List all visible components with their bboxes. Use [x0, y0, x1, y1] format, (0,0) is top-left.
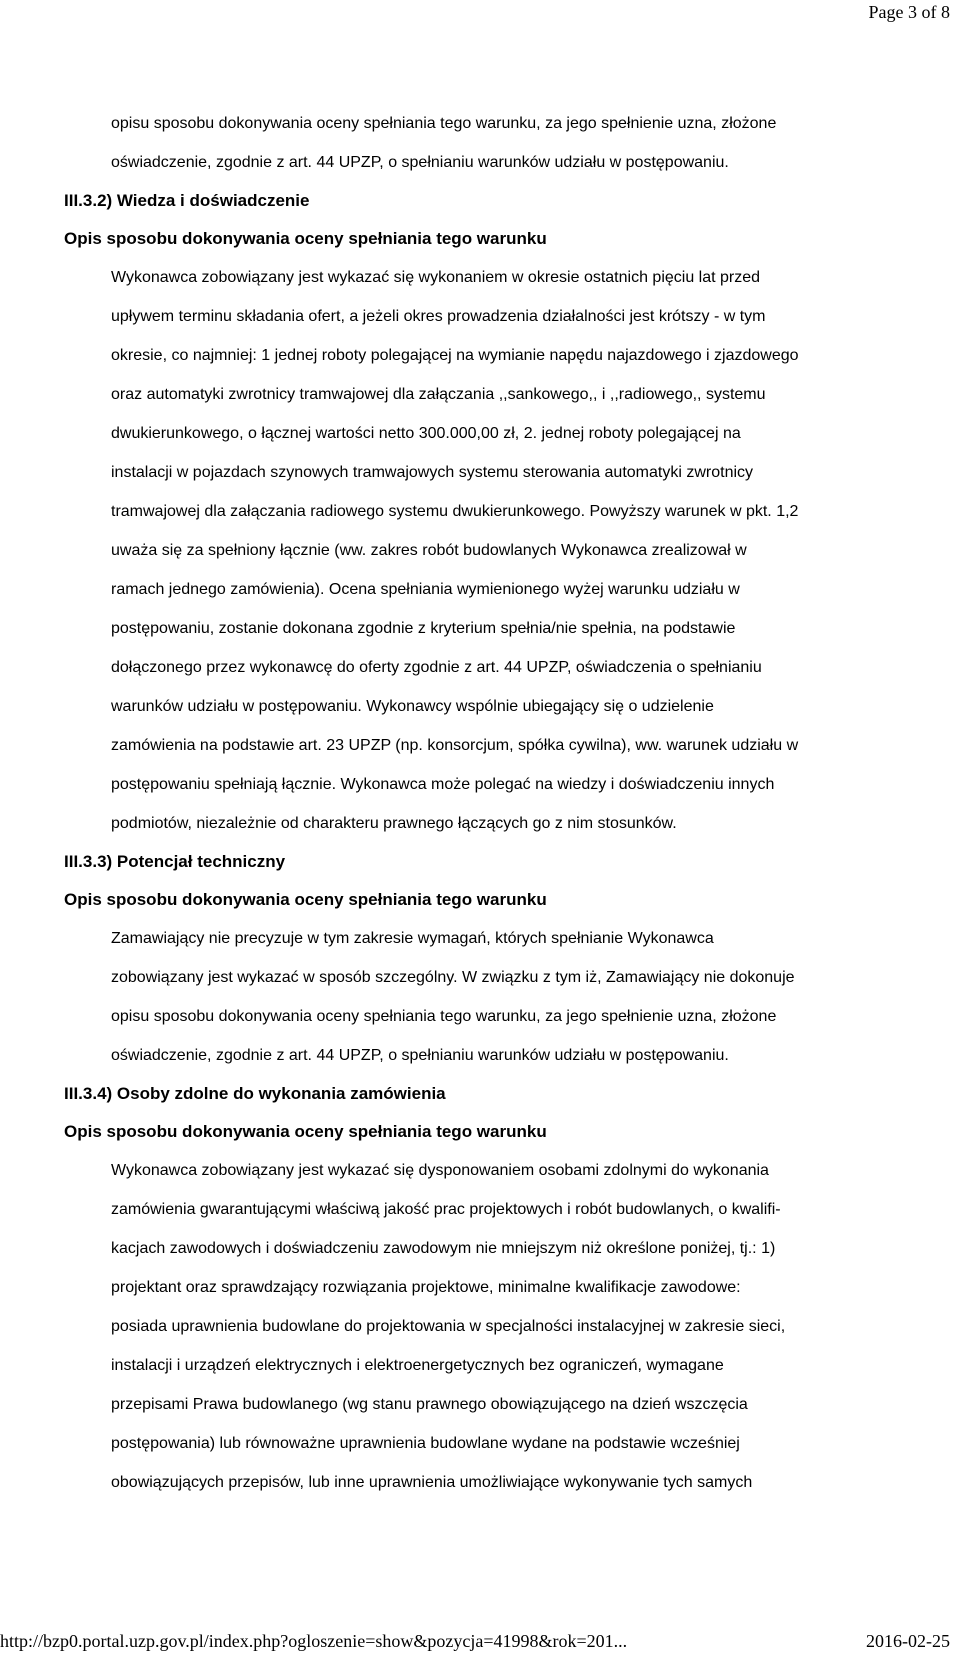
- paragraph-line: ramach jednego zamówienia). Ocena spełniania wymienionego wyżej warunku udziału w: [111, 581, 740, 598]
- paragraph-line: dołączonego przez wykonawcę do oferty zgodnie z art. 44 UPZP, oświadczenia o spełnianiu: [111, 659, 762, 676]
- section-paragraph: [64, 1151, 916, 1502]
- paragraph-line: uważa się za spełniony łącznie (ww. zakres robót budowlanych Wykonawca zrealizował w: [111, 542, 747, 559]
- paragraph-line: opisu sposobu dokonywania oceny spełniania tego warunku, za jego spełnienie uzna, złożone: [111, 115, 777, 132]
- paragraph-line: oświadczenie, zgodnie z art. 44 UPZP, o spełnianiu warunków udziału w postępowaniu.: [111, 154, 729, 171]
- paragraph-line: tramwajowej dla załączania radiowego systemu dwukierunkowego. Powyższy warunek w pkt. 1,2: [111, 503, 799, 520]
- paragraph-line: posiada uprawnienia budowlane do projektowania w specjalności instalacyjnej w zakresie sieci,: [111, 1318, 786, 1335]
- page-number: Page 3 of 8: [868, 2, 950, 22]
- paragraph-line: oraz automatyki zwrotnicy tramwajowej dla załączania ,,sankowego,, i ,,radiowego,, systemu: [111, 386, 766, 403]
- paragraph-line: instalacji w pojazdach szynowych tramwajowych systemu sterowania automatyki zwrotnicy: [111, 464, 754, 481]
- paragraph-line: zamówienia na podstawie art. 23 UPZP (np. konsorcjum, spółka cywilna), ww. warunek udziału w: [111, 737, 799, 754]
- paragraph-line: zamówienia gwarantującymi właściwą jakość prac projektowych i robót budowlanych, o kwalifi-: [111, 1201, 781, 1218]
- document-content: [64, 104, 944, 1502]
- paragraph-line: warunków udziału w postępowaniu. Wykonawcy wspólnie ubiegający się o udzielenie: [111, 698, 714, 715]
- section-subheading: Opis sposobu dokonywania oceny spełniania tego warunku: [64, 890, 547, 909]
- document-section: [64, 1075, 944, 1502]
- paragraph-line: opisu sposobu dokonywania oceny spełniania tego warunku, za jego spełnienie uzna, złożone: [111, 1008, 777, 1025]
- section-subheading: Opis sposobu dokonywania oceny spełniania tego warunku: [64, 229, 547, 248]
- paragraph-line: oświadczenie, zgodnie z art. 44 UPZP, o spełnianiu warunków udziału w postępowaniu.: [111, 1047, 729, 1064]
- document-section: [64, 104, 944, 182]
- paragraph-line: kacjach zawodowych i doświadczeniu zawodowym nie mniejszym niż określone poniżej, tj.: 1): [111, 1240, 776, 1257]
- document-section: [64, 843, 944, 1075]
- document-section: [64, 182, 944, 843]
- paragraph-line: podmiotów, niezależnie od charakteru prawnego łączących go z nim stosunków.: [111, 815, 677, 832]
- paragraph-line: zobowiązany jest wykazać w sposób szczególny. W związku z tym iż, Zamawiający nie dokonuje: [111, 969, 795, 986]
- footer-url[interactable]: http://bzp0.portal.uzp.gov.pl/index.php?ogloszenie=show&pozycja=41998&rok=201...: [0, 1631, 628, 1651]
- section-paragraph: [64, 104, 916, 182]
- paragraph-line: dwukierunkowego, o łącznej wartości netto 300.000,00 zł, 2. jednej roboty polegającej na: [111, 425, 741, 442]
- paragraph-line: okresie, co najmniej: 1 jednej roboty polegającej na wymianie napędu najazdowego i zjazdowego: [111, 347, 799, 364]
- paragraph-line: projektant oraz sprawdzający rozwiązania projektowe, minimalne kwalifikacje zawodowe:: [111, 1279, 741, 1296]
- footer-date: 2016-02-25: [866, 1631, 950, 1651]
- paragraph-line: postępowania) lub równoważne uprawnienia budowlane wydane na podstawie wcześniej: [111, 1435, 740, 1452]
- paragraph-line: Wykonawca zobowiązany jest wykazać się wykonaniem w okresie ostatnich pięciu lat przed: [111, 269, 761, 286]
- sections-container: [64, 104, 944, 1502]
- section-paragraph: [64, 258, 916, 843]
- paragraph-line: instalacji i urządzeń elektrycznych i elektroenergetycznych bez ograniczeń, wymagane: [111, 1357, 724, 1374]
- paragraph-line: upływem terminu składania ofert, a jeżeli okres prowadzenia działalności jest krótszy - w tym: [111, 308, 766, 325]
- section-paragraph: [64, 919, 916, 1075]
- page-footer: [0, 1628, 960, 1654]
- section-heading: III.3.3) Potencjał techniczny: [64, 852, 286, 871]
- paragraph-line: Wykonawca zobowiązany jest wykazać się dysponowaniem osobami zdolnymi do wykonania: [111, 1162, 769, 1179]
- section-heading: III.3.4) Osoby zdolne do wykonania zamówienia: [64, 1084, 446, 1103]
- paragraph-line: obowiązujących przepisów, lub inne uprawnienia umożliwiające wykonywanie tych samych: [111, 1474, 753, 1491]
- paragraph-line: postępowaniu spełniają łącznie. Wykonawca może polegać na wiedzy i doświadczeniu innych: [111, 776, 775, 793]
- section-subheading: Opis sposobu dokonywania oceny spełniania tego warunku: [64, 1122, 547, 1141]
- paragraph-line: postępowaniu, zostanie dokonana zgodnie z kryterium spełnia/nie spełnia, na podstawie: [111, 620, 736, 637]
- paragraph-line: Zamawiający nie precyzuje w tym zakresie wymagań, których spełnianie Wykonawca: [111, 930, 714, 947]
- paragraph-line: przepisami Prawa budowlanego (wg stanu prawnego obowiązującego na dzień wszczęcia: [111, 1396, 748, 1413]
- section-heading: III.3.2) Wiedza i doświadczenie: [64, 191, 310, 210]
